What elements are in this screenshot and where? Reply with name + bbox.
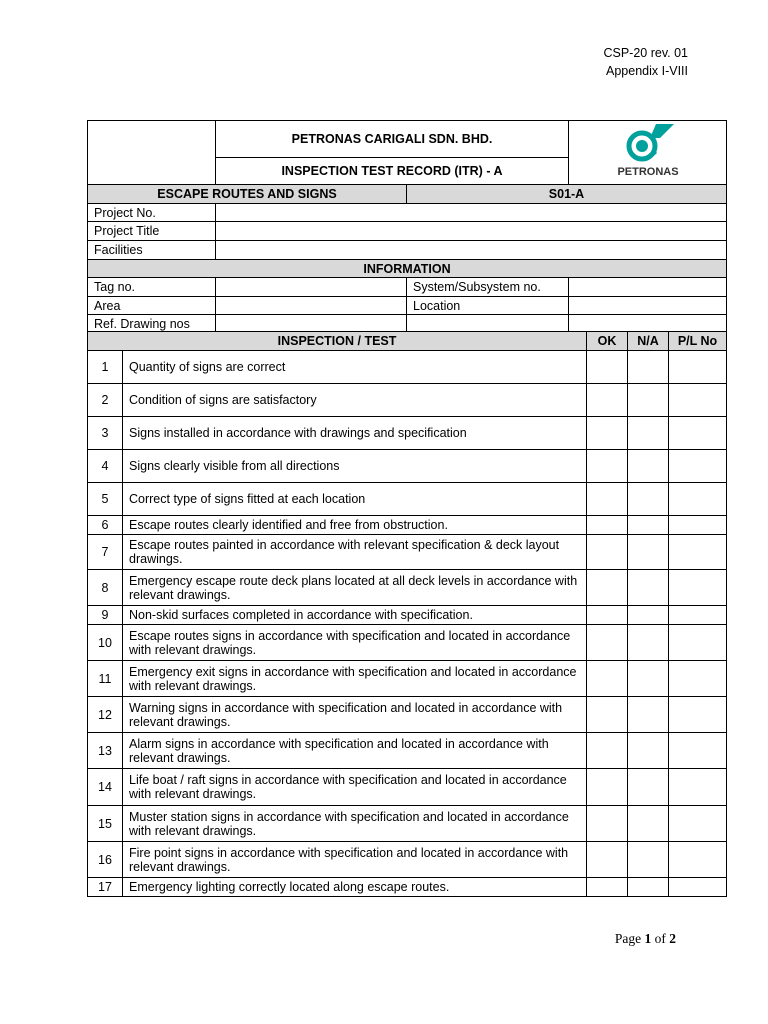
header-blank-cell bbox=[88, 121, 216, 185]
item-description: Emergency escape route deck plans located at all deck levels in accordance with relevant drawings. bbox=[123, 570, 587, 606]
record-title: INSPECTION TEST RECORD (ITR) - A bbox=[216, 158, 569, 185]
inspection-items bbox=[88, 351, 727, 897]
section-title: ESCAPE ROUTES AND SIGNS bbox=[88, 185, 407, 204]
information-title: INFORMATION bbox=[88, 260, 727, 278]
ok-check-cell[interactable] bbox=[587, 351, 628, 384]
location-field[interactable] bbox=[569, 297, 727, 315]
na-check-cell[interactable] bbox=[628, 450, 669, 483]
pl-no-cell[interactable] bbox=[669, 516, 727, 535]
item-description: Muster station signs in accordance with specification and located in accordance with relevant drawings. bbox=[123, 806, 587, 842]
na-check-cell[interactable] bbox=[628, 806, 669, 842]
na-check-cell[interactable] bbox=[628, 625, 669, 661]
na-check-cell[interactable] bbox=[628, 697, 669, 733]
pl-no-cell[interactable] bbox=[669, 625, 727, 661]
table-row bbox=[88, 351, 727, 384]
item-description: Escape routes signs in accordance with specification and located in accordance with relevant drawings. bbox=[123, 625, 587, 661]
section-code: S01-A bbox=[407, 185, 727, 204]
na-check-cell[interactable] bbox=[628, 417, 669, 450]
na-check-cell[interactable] bbox=[628, 516, 669, 535]
table-row bbox=[88, 516, 727, 535]
item-description: Condition of signs are satisfactory bbox=[123, 384, 587, 417]
ok-check-cell[interactable] bbox=[587, 697, 628, 733]
na-check-cell[interactable] bbox=[628, 661, 669, 697]
item-description: Emergency lighting correctly located along escape routes. bbox=[123, 878, 587, 897]
pl-no-cell[interactable] bbox=[669, 878, 727, 897]
item-number: 8 bbox=[88, 570, 123, 606]
na-check-cell[interactable] bbox=[628, 570, 669, 606]
page-current: 1 bbox=[644, 931, 652, 946]
petronas-logo-icon bbox=[608, 122, 688, 180]
ok-check-cell[interactable] bbox=[587, 384, 628, 417]
item-number: 1 bbox=[88, 351, 123, 384]
item-description: Warning signs in accordance with specification and located in accordance with relevant drawings. bbox=[123, 697, 587, 733]
project-title-label: Project Title bbox=[88, 222, 216, 241]
column-ok: OK bbox=[587, 332, 628, 351]
area-field[interactable] bbox=[216, 297, 407, 315]
item-number: 10 bbox=[88, 625, 123, 661]
table-row bbox=[88, 806, 727, 842]
pl-no-cell[interactable] bbox=[669, 384, 727, 417]
item-description: Signs installed in accordance with drawings and specification bbox=[123, 417, 587, 450]
ref-drawing-label: Ref. Drawing nos bbox=[88, 315, 216, 333]
item-description: Quantity of signs are correct bbox=[123, 351, 587, 384]
item-number: 5 bbox=[88, 483, 123, 516]
pl-no-cell[interactable] bbox=[669, 769, 727, 806]
pl-no-cell[interactable] bbox=[669, 606, 727, 625]
item-number: 6 bbox=[88, 516, 123, 535]
area-label: Area bbox=[88, 297, 216, 315]
project-info-table bbox=[87, 184, 727, 333]
ok-check-cell[interactable] bbox=[587, 661, 628, 697]
tag-no-label: Tag no. bbox=[88, 278, 216, 297]
ok-check-cell[interactable] bbox=[587, 606, 628, 625]
table-row bbox=[88, 769, 727, 806]
pl-no-cell[interactable] bbox=[669, 351, 727, 384]
ok-check-cell[interactable] bbox=[587, 625, 628, 661]
item-number: 12 bbox=[88, 697, 123, 733]
header-table bbox=[87, 120, 727, 185]
ok-check-cell[interactable] bbox=[587, 535, 628, 570]
table-row bbox=[88, 450, 727, 483]
item-number: 7 bbox=[88, 535, 123, 570]
table-row bbox=[88, 483, 727, 516]
page-number bbox=[560, 931, 676, 947]
item-description: Escape routes painted in accordance with relevant specification & deck layout drawings. bbox=[123, 535, 587, 570]
na-check-cell[interactable] bbox=[628, 535, 669, 570]
ok-check-cell[interactable] bbox=[587, 842, 628, 878]
tag-no-field[interactable] bbox=[216, 278, 407, 297]
pl-no-cell[interactable] bbox=[669, 806, 727, 842]
item-number: 4 bbox=[88, 450, 123, 483]
table-row bbox=[88, 384, 727, 417]
pl-no-cell[interactable] bbox=[669, 661, 727, 697]
page-total: 2 bbox=[669, 931, 676, 946]
inspection-table bbox=[87, 331, 727, 897]
doc-code: CSP-20 rev. 01 bbox=[603, 46, 688, 60]
na-check-cell[interactable] bbox=[628, 769, 669, 806]
ok-check-cell[interactable] bbox=[587, 878, 628, 897]
petronas-logo bbox=[569, 121, 727, 185]
ok-check-cell[interactable] bbox=[587, 570, 628, 606]
doc-appendix: Appendix I-VIII bbox=[606, 64, 688, 78]
item-description: Correct type of signs fitted at each location bbox=[123, 483, 587, 516]
ref-drawing-extra-field[interactable] bbox=[569, 315, 727, 333]
table-row bbox=[88, 878, 727, 897]
ref-drawing-field[interactable] bbox=[216, 315, 407, 333]
ok-check-cell[interactable] bbox=[587, 769, 628, 806]
item-description: Emergency exit signs in accordance with specification and located in accordance with relevant drawings. bbox=[123, 661, 587, 697]
item-description: Non-skid surfaces completed in accordance with specification. bbox=[123, 606, 587, 625]
item-number: 17 bbox=[88, 878, 123, 897]
table-row bbox=[88, 842, 727, 878]
item-description: Escape routes clearly identified and free from obstruction. bbox=[123, 516, 587, 535]
item-number: 3 bbox=[88, 417, 123, 450]
item-number: 14 bbox=[88, 769, 123, 806]
na-check-cell[interactable] bbox=[628, 842, 669, 878]
table-row bbox=[88, 535, 727, 570]
project-title-field[interactable] bbox=[216, 222, 727, 241]
na-check-cell[interactable] bbox=[628, 733, 669, 769]
item-description: Fire point signs in accordance with specification and located in accordance with relevant drawings. bbox=[123, 842, 587, 878]
table-row bbox=[88, 697, 727, 733]
ok-check-cell[interactable] bbox=[587, 516, 628, 535]
document-reference bbox=[560, 44, 688, 80]
item-description: Life boat / raft signs in accordance with specification and located in accordance with relevant drawings. bbox=[123, 769, 587, 806]
pl-no-cell[interactable] bbox=[669, 535, 727, 570]
ok-check-cell[interactable] bbox=[587, 417, 628, 450]
table-row bbox=[88, 625, 727, 661]
facilities-label: Facilities bbox=[88, 241, 216, 260]
item-number: 16 bbox=[88, 842, 123, 878]
pl-no-cell[interactable] bbox=[669, 733, 727, 769]
pl-no-cell[interactable] bbox=[669, 417, 727, 450]
table-row bbox=[88, 661, 727, 697]
facilities-field[interactable] bbox=[216, 241, 727, 260]
ok-check-cell[interactable] bbox=[587, 450, 628, 483]
inspection-title: INSPECTION / TEST bbox=[88, 332, 587, 351]
pl-no-cell[interactable] bbox=[669, 842, 727, 878]
ok-check-cell[interactable] bbox=[587, 806, 628, 842]
ok-check-cell[interactable] bbox=[587, 483, 628, 516]
na-check-cell[interactable] bbox=[628, 483, 669, 516]
item-number: 13 bbox=[88, 733, 123, 769]
table-row bbox=[88, 417, 727, 450]
pl-no-cell[interactable] bbox=[669, 483, 727, 516]
project-no-label: Project No. bbox=[88, 204, 216, 222]
table-row bbox=[88, 570, 727, 606]
pl-no-cell[interactable] bbox=[669, 570, 727, 606]
page-of: of bbox=[654, 931, 666, 946]
ok-check-cell[interactable] bbox=[587, 733, 628, 769]
logo-text: PETRONAS bbox=[616, 166, 679, 178]
location-label: Location bbox=[407, 297, 569, 315]
item-number: 2 bbox=[88, 384, 123, 417]
table-row bbox=[88, 606, 727, 625]
pl-no-cell[interactable] bbox=[669, 450, 727, 483]
page-label: Page bbox=[614, 931, 642, 946]
ref-drawing-extra-label bbox=[407, 315, 569, 333]
item-number: 9 bbox=[88, 606, 123, 625]
column-pl-no: P/L No bbox=[669, 332, 727, 351]
na-check-cell[interactable] bbox=[628, 878, 669, 897]
na-check-cell[interactable] bbox=[628, 351, 669, 384]
na-check-cell[interactable] bbox=[628, 606, 669, 625]
company-name: PETRONAS CARIGALI SDN. BHD. bbox=[216, 121, 569, 158]
column-na: N/A bbox=[628, 332, 669, 351]
item-description: Alarm signs in accordance with specification and located in accordance with relevant drawings. bbox=[123, 733, 587, 769]
item-description: Signs clearly visible from all directions bbox=[123, 450, 587, 483]
item-number: 11 bbox=[88, 661, 123, 697]
na-check-cell[interactable] bbox=[628, 384, 669, 417]
system-subsystem-field[interactable] bbox=[569, 278, 727, 297]
pl-no-cell[interactable] bbox=[669, 697, 727, 733]
item-number: 15 bbox=[88, 806, 123, 842]
system-subsystem-label: System/Subsystem no. bbox=[407, 278, 569, 297]
project-no-field[interactable] bbox=[216, 204, 727, 222]
table-row bbox=[88, 733, 727, 769]
